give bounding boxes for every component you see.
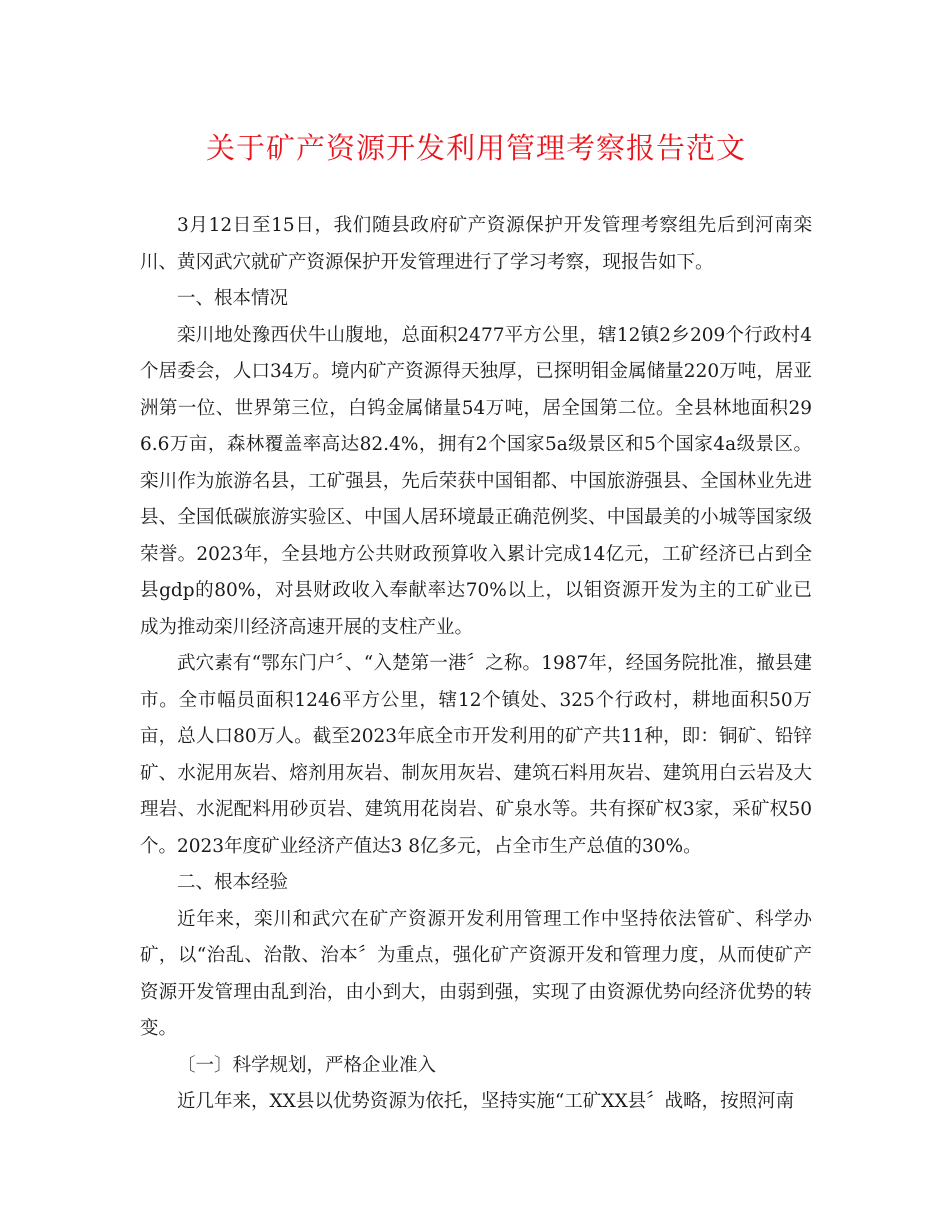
planning-paragraph: 近几年来，XX县以优势资源为依托，坚持实施“工矿XX县〞战略，按照河南 <box>177 1091 795 1112</box>
subsection-heading-planning: 〔一〕科学规划，严格企业准入 <box>177 1054 437 1076</box>
experience-paragraph: 近年来，栾川和武穴在矿产资源开发利用管理工作中坚持依法管矿、科学办矿，以“治乱、治散、治本〞为重点，强化矿产资源开发和管理力度，从而使矿产资源开发管理由乱到治，由小到大，由弱到强，实现了由资源优势向经济优势的转变。 <box>140 908 812 1039</box>
wuxue-paragraph: 武穴素有“鄂东门户〞、“入楚第一港〞之称。1987年，经国务院批准，撤县建市。全市幅员面积1246平方公里，辖12个镇处、325个行政村，耕地面积50万亩，总人口80万人。截至2023年底全市开发利用的矿产共11种，即：铜矿、铅锌矿、水泥用灰岩、熔剂用灰岩、制灰用灰岩、建筑石料用灰岩、建筑用白云岩及大理岩、水泥配料用砂页岩、建筑用花岗岩、矿泉水等。共有探矿权3家，采矿权50个。2023年度矿业经济产值达3 8亿多元，占全市生产总值的30%。 <box>140 653 812 857</box>
document-title: 关于矿产资源开发利用管理考察报告范文 <box>205 131 746 165</box>
luanchuan-paragraph: 栾川地处豫西伏牛山腹地，总面积2477平方公里，辖12镇2乡209个行政村4个居委会，人口34万。境内矿产资源得天独厚，已探明钼金属储量220万吨，居亚洲第一位、世界第三位，白钨金属储量54万吨，居全国第二位。全县林地面积296.6万亩，森林覆盖率高达82.4%，拥有2个国家5a级景区和5个国家4a级景区。栾川作为旅游名县，工矿强县，先后荣获中国钼都、中国旅游强县、全国林业先进县、全国低碳旅游实验区、中国人居环境最正确范例奖、中国最美的小城等国家级荣誉。2023年，全县地方公共财政预算收入累计完成14亿元，工矿经济已占到全县gdp的80%，对县财政收入奉献率达70%以上，以钼资源开发为主的工矿业已成为推动栾川经济高速开展的支柱产业。 <box>140 324 812 638</box>
intro-paragraph: 3月12日至15日，我们随县政府矿产资源保护开发管理考察组先后到河南栾川、黄冈武穴就矿产资源保护开发管理进行了学习考察，现报告如下。 <box>140 215 812 273</box>
section-heading-basic-situation: 一、根本情况 <box>177 288 289 309</box>
section-heading-basic-experience: 二、根本经验 <box>177 872 289 893</box>
